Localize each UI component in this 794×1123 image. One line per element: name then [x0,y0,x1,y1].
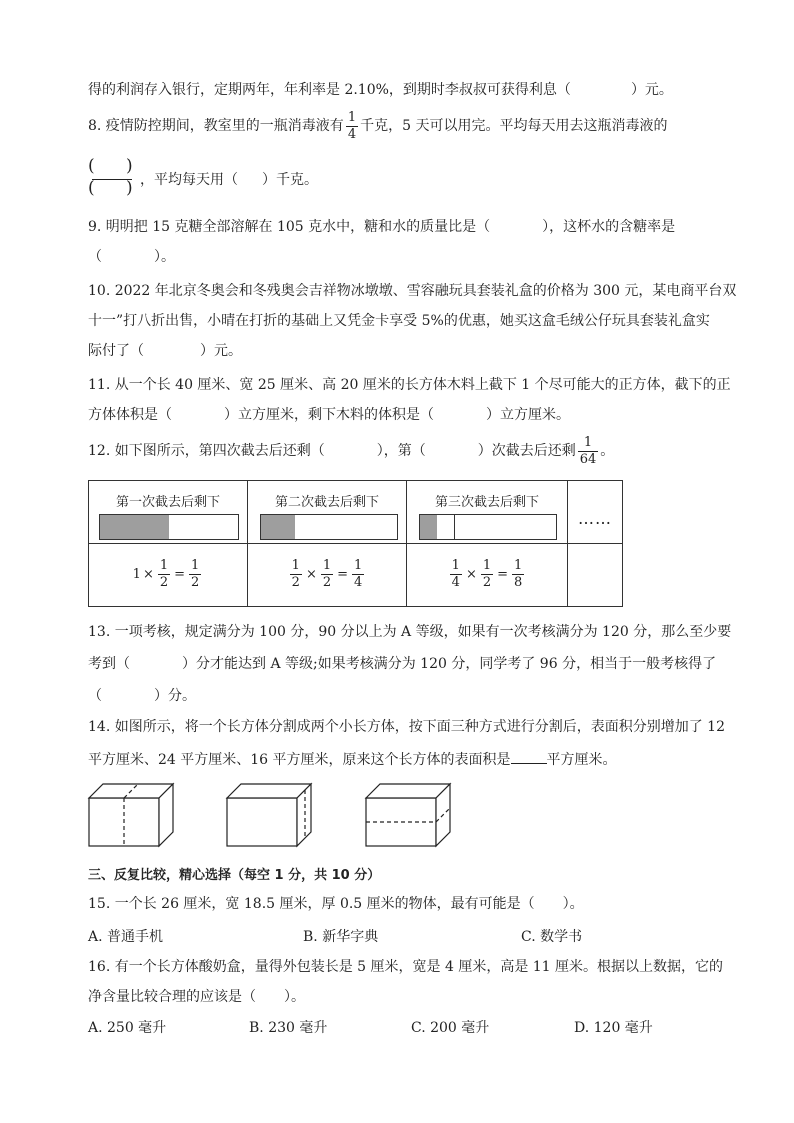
q14-text-a: 平方厘米、24 平方厘米、16 平方厘米，原来这个长方体的表面积是 [88,752,511,768]
cut-bar-1 [99,514,239,540]
q9-text-a: 9. 明明把 15 克糖全部溶解在 105 克水中，糖和水的质量比是（ [88,219,491,235]
q10-text-a: 际付了（ [88,343,144,359]
q11-line2 [88,405,570,425]
eq2-a-den: 2 [291,575,300,590]
q8-blank-top-close: ) [126,156,133,176]
q11-text-a: 方体体积是（ [88,407,172,423]
q12-text-b: ），第（ [376,443,426,459]
q16-option-b: B. 230 毫升 [249,1020,328,1036]
q12-text-d: 。 [600,443,615,459]
q13-line2 [88,654,716,674]
q9-line1 [88,217,675,237]
cut-eq-2 [248,544,406,606]
q8-blank-top-open: ( [88,156,95,176]
cut-eq-3 [407,544,567,606]
section-3-title: 三、反复比较，精心选择（每空 1 分，共 10 分） [88,868,381,883]
q8-frac-den: 4 [347,126,357,142]
q13-text-d: ）分。 [154,688,196,704]
eq1-equals: = [174,567,186,582]
q16-line1: 16. 有一个长方体酸奶盒，量得外包装长是 5 厘米，宽是 4 厘米，高是 11 厘米。根据以上数据，它的 [88,959,724,975]
cut-header-1 [89,481,247,543]
q8-line1 [88,106,667,146]
q10-line1: 10. 2022 年北京冬奥会和冬残奥会吉祥物冰墩墩、雪容融玩具套装礼盒的价格为 300 元，某电商平台双 [88,283,737,299]
eq2-r-num: 1 [354,558,363,573]
q7-text: 得的利润存入银行，定期两年，年利率是 2.10%，到期时李叔叔可获得利息（ [88,82,571,98]
eq2-b-den: 2 [322,575,332,590]
q8-text-d: ）千克。 [262,172,318,188]
eq2-a-num: 1 [291,558,300,573]
q11-text-c: ）立方厘米。 [486,407,570,423]
q13-line3 [88,686,196,706]
q12-text-a: 12. 如下图所示，第四次截去后还剩（ [88,443,325,459]
q12-line [88,431,614,471]
q10-line2: 十一”打八折出售，小晴在打折的基础上又凭金卡享受 5%的优惠，她买这盒毛绒公仔玩具套装礼盒实 [88,313,710,329]
q11-line1: 11. 从一个长 40 厘米、宽 25 厘米、高 20 厘米的长方体木料上截下 1 个尽可能大的正方体，截下的正 [88,377,731,393]
cut-header-2 [248,481,406,543]
eq1-r-num: 1 [191,558,200,573]
q14-line2 [88,749,617,770]
eq3-equals: = [497,567,509,582]
q12-fraction [578,435,599,468]
q15-option-c: C. 数学书 [521,929,583,945]
eq3-a-den: 4 [451,575,460,590]
cut-bar-fill-3 [420,515,437,539]
cuboid-horizontal-cut [366,784,450,846]
cut-bar-fill-1 [100,515,169,539]
q12-frac-num: 1 [583,434,593,450]
q16-option-c: C. 200 毫升 [411,1020,490,1036]
eq1-times: × [142,567,154,582]
q8-text-a: 8. 疫情防控期间，教室里的一瓶消毒液有 [88,118,344,134]
q12-frac-den: 64 [579,451,597,467]
q12-text-c: ）次截去后还剩 [477,443,576,459]
cut-header-3 [407,481,567,543]
eq3-r-den: 8 [514,575,523,590]
cut-bar-2 [260,514,398,540]
cut-bar-3 [419,514,557,540]
eq1-b-den: 2 [159,575,169,590]
q8-blank-bottom-close: ) [126,178,133,198]
cut-eq-1 [89,544,247,606]
cut-header-label-1: 第一次截去后剩下 [115,495,220,510]
q13-text-b: ）分才能达到 A 等级;如果考核满分为 120 分，同学考了 96 分，相当于一般考核得了 [182,656,717,672]
q8-text-c: ，平均每天用（ [140,172,238,188]
q13-text-a: 考到（ [88,656,130,672]
q14-text-b: 平方厘米。 [546,752,617,768]
cut-bar-fill-2 [261,515,295,539]
q8-frac-num: 1 [347,109,357,125]
eq2-times: × [305,567,317,582]
eq2-b-num: 1 [322,558,332,573]
q7-tail-line [88,80,673,100]
q8-blank-fraction [88,158,138,202]
eq2-r-den: 4 [354,575,363,590]
eq1-a: 1 [132,567,141,582]
eq2-equals: = [337,567,349,582]
cut-dots: …… [568,481,623,544]
q15-option-b: B. 新华字典 [303,929,379,945]
q15-stem: 15. 一个长 26 厘米，宽 18.5 厘米，厚 0.5 厘米的物体，最有可能是（ ）。 [88,896,584,912]
q9-line2 [88,247,175,267]
cuboid-vertical-cut [89,784,173,846]
eq1-b-num: 1 [159,558,169,573]
q15-option-a: A. 普通手机 [88,929,164,945]
cut-header-label-2: 第二次截去后剩下 [274,495,379,510]
q8-line2 [140,170,318,190]
q7-close: ）元。 [630,82,673,98]
q8-blank-bottom-open: ( [88,178,95,198]
q8-text-b: 千克，5 天可以用完。平均每天用去这瓶消毒液的 [360,118,668,134]
eq3-b-den: 2 [482,575,492,590]
q9-text-b: ），这杯水的含糖率是 [542,219,676,235]
cut-table [88,480,623,607]
eq3-b-num: 1 [482,558,492,573]
q10-line3 [88,341,242,361]
q14-line1: 14. 如图所示，将一个长方体分割成两个小长方体，按下面三种方式进行分割后，表面积分别增加了 12 [88,719,725,735]
q13-text-c: （ [88,688,102,704]
cut-header-label-3: 第三次截去后剩下 [434,495,539,510]
q16-option-a: A. 250 毫升 [88,1020,167,1036]
q9-close: ）。 [154,249,175,265]
q11-text-b: ）立方厘米，剩下木料的体积是（ [224,407,434,423]
q8-fraction [346,110,358,143]
q16-line2: 净含量比较合理的应该是（ ）。 [88,989,305,1005]
eq3-r-num: 1 [514,558,523,573]
q9-open: （ [88,249,102,265]
eq3-a-num: 1 [451,558,460,573]
q10-text-b: ）元。 [200,343,242,359]
q16-option-d: D. 120 毫升 [574,1020,653,1036]
eq1-r-den: 2 [191,575,200,590]
q13-line1: 13. 一项考核，规定满分为 100 分，90 分以上为 A 等级，如果有一次考核满分为 120 分，那么至少要 [88,624,732,640]
cuboid-side-cut [227,784,311,846]
eq3-times: × [465,567,477,582]
q14-cuboid-figures [80,778,480,848]
